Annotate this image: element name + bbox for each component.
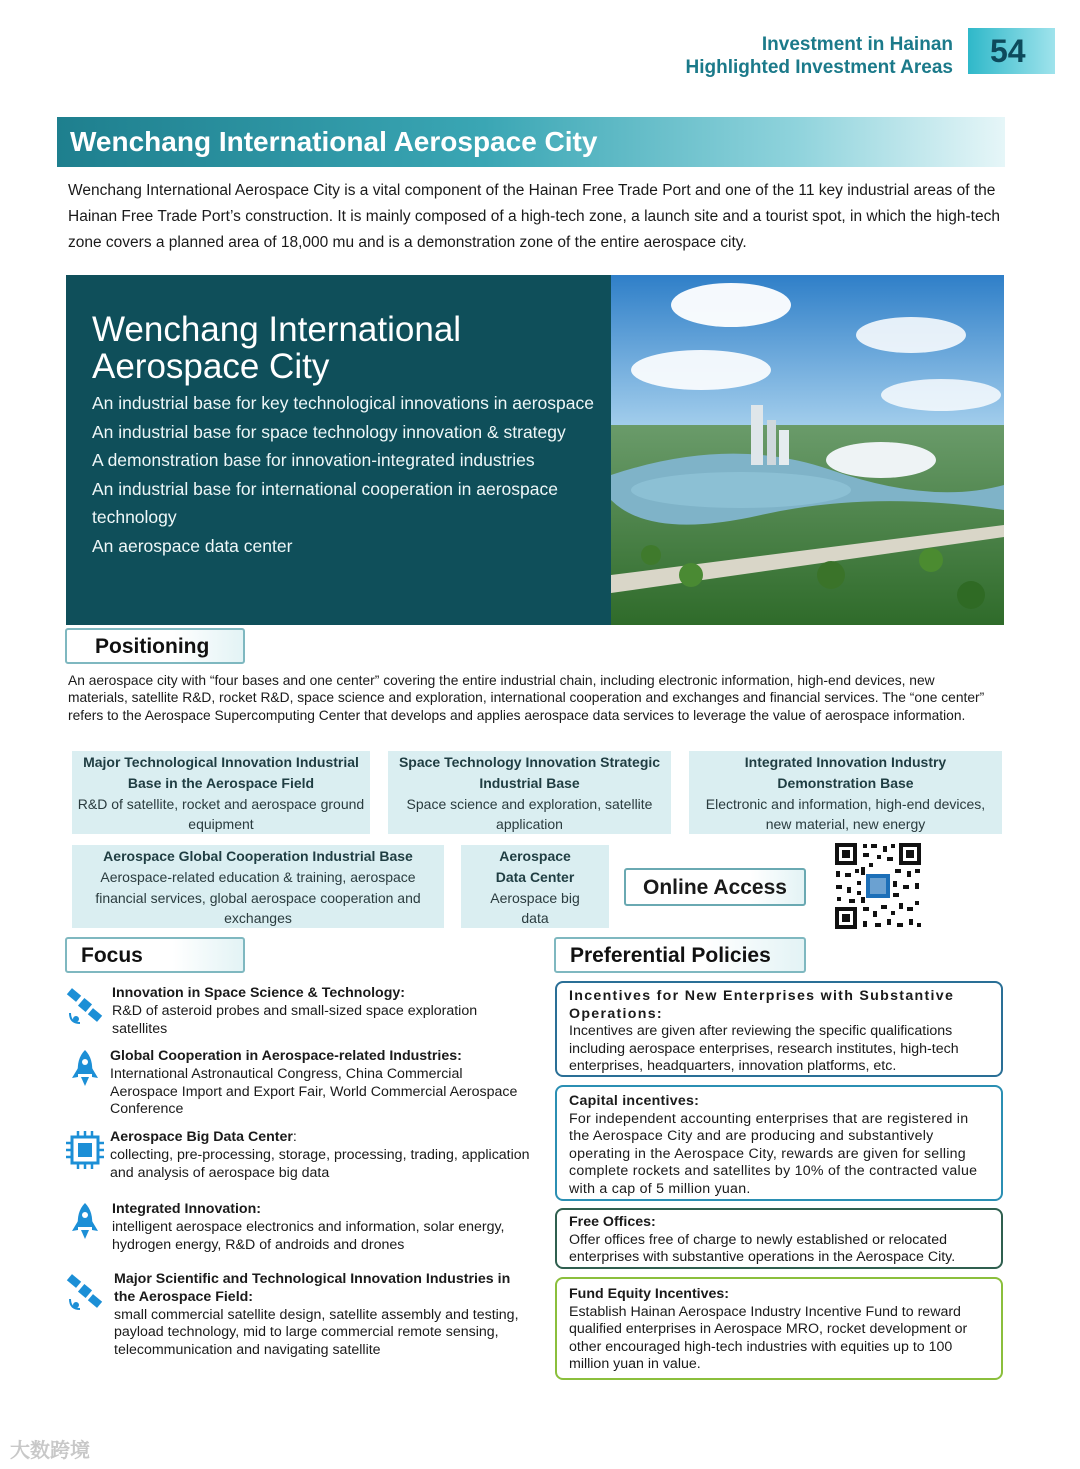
focus-item-title-suffix: : (292, 1129, 297, 1145)
focus-item (64, 1271, 534, 1361)
hero-item: An industrial base for space technology innovation & strategy (92, 421, 566, 442)
policy-title: Fund Equity Incentives: (569, 1286, 730, 1302)
positioning-box-desc: Electronic and information, high-end devices, new material, new energy (705, 795, 986, 833)
positioning-box (461, 845, 609, 928)
focus-item-text: International Astronautical Congress, China Commercial Aerospace Import and Export Fair, World Commercial Aerospace Conference (110, 1065, 518, 1118)
focus-item (64, 1129, 534, 1184)
hero-title-line-2: Aerospace City (92, 347, 330, 386)
positioning-box-title: Integrated Innovation Industry Demonstration Base (744, 754, 947, 791)
policy-title: Incentives for New Enterprises with Substantive Operations: (569, 988, 955, 1022)
qr-code-graphic (833, 841, 923, 931)
hero-panel (66, 275, 612, 625)
focus-item-text: intelligent aerospace electronics and information, solar energy, hydrogen energy, R&D of androids and drones (112, 1218, 505, 1253)
positioning-box-title: Aerospace Global Cooperation Industrial Base (103, 848, 413, 864)
focus-heading: Focus (65, 937, 245, 973)
policy-title: Free Offices: (569, 1214, 656, 1230)
intro-paragraph: Wenchang International Aerospace City is a vital component of the Hainan Free Trade Port and one of the 11 key industrial areas of the Hainan Free Trade Port’s construction. It is mainly composed of a high-tech zone, a launch site and a tourist spot, in which the high-tech zone covers a planned area of 18,000 mu and is a demonstration zone of the entire aerospace city. (68, 182, 1000, 251)
policy-card (555, 1085, 1003, 1201)
positioning-text: An aerospace city with “four bases and one center” covering the entire industrial chain, including electronic information, high-end devices, new materials, satellite R&D, rocket R&D, space science and exploration, international cooperation and exchanges and financial services. The “one center” refers to the Aerospace Supercomputing Center that develops and applies aerospace data services to leverage the value of aerospace information. (68, 673, 985, 723)
policies-heading: Preferential Policies (554, 937, 806, 973)
hero-item: An industrial base for key technological innovations in aerospace (92, 393, 594, 413)
focus-item (64, 1201, 534, 1256)
positioning-box-title: Aerospace Data Center (495, 848, 575, 885)
focus-item (64, 985, 534, 1040)
rocket-icon (64, 1048, 106, 1090)
policy-card (555, 981, 1003, 1077)
hero-list (92, 389, 602, 560)
positioning-box-desc: Aerospace big data (490, 889, 580, 927)
hero-item: A demonstration base for innovation-integrated industries (92, 450, 535, 470)
policy-text: Incentives are given after reviewing the specific qualifications including aerospace enterprises, research institutes, high-tech enterprises, headquarters, innovation platforms, etc. (569, 1023, 959, 1075)
positioning-box (72, 751, 370, 834)
hero-title-line-1: Wenchang International (92, 310, 462, 349)
policy-text: Establish Hainan Aerospace Industry Incentive Fund to reward qualified enterprises in Aerospace MRO, rocket development or other encouraged high-tech industries with equities up to 100 million yuan in value. (569, 1303, 968, 1373)
policy-card (555, 1208, 1003, 1269)
focus-item-title: Global Cooperation in Aerospace-related Industries: (110, 1048, 462, 1064)
positioning-heading: Positioning (65, 628, 245, 664)
positioning-box-desc: R&D of satellite, rocket and aerospace ground equipment (77, 795, 365, 833)
focus-item-title: Aerospace Big Data Center (110, 1129, 293, 1145)
positioning-box-title: Space Technology Innovation Strategic Industrial Base (398, 754, 661, 791)
positioning-box-title: Major Technological Innovation Industrial Base in the Aerospace Field (83, 754, 359, 791)
watermark: 大数跨境 (10, 1440, 90, 1462)
satellite-icon (64, 1271, 106, 1313)
satellite-icon (64, 985, 106, 1027)
online-access-button[interactable]: Online Access (624, 868, 806, 906)
qr-code[interactable] (833, 841, 923, 931)
positioning-box (72, 845, 444, 928)
focus-item-title: Major Scientific and Technological Innovation Industries in the Aerospace Field: (114, 1271, 511, 1305)
policy-card (555, 1277, 1003, 1380)
positioning-box-desc: Space science and exploration, satellite application (406, 795, 653, 833)
positioning-box-desc: Aerospace-related education & training, aerospace financial services, global aerospace cooperation and exchanges (95, 868, 421, 927)
rocket-icon (64, 1201, 106, 1243)
focus-item-text: R&D of asteroid probes and small-sized space exploration satellites (112, 1002, 478, 1037)
policy-text: For independent accounting enterprises that are registered in the Aerospace City and are producing and substantively operating in the Aerospace City, rewards are given for selling complete rockets and satellites by 10% of the contracted value with a cap of 5 million yuan. (569, 1110, 978, 1197)
chip-icon (64, 1129, 106, 1171)
positioning-box (689, 751, 1002, 834)
hero-item: An industrial base for international cooperation in aerospace technology (92, 478, 558, 527)
header-line-2: Highlighted Investment Areas (685, 57, 953, 78)
policy-text: Offer offices free of charge to newly established or relocated enterprises with substantive operations in the Aerospace City. (569, 1231, 956, 1266)
aerospace-city-aerial-image (611, 275, 1004, 625)
aerial-illustration (611, 275, 1004, 625)
page-title: Wenchang International Aerospace City (57, 117, 1005, 167)
focus-item (64, 1048, 534, 1120)
focus-item-title: Integrated Innovation: (112, 1201, 261, 1217)
positioning-box (388, 751, 671, 834)
header-text (686, 33, 953, 79)
hero-title (92, 311, 461, 385)
hero-item: An aerospace data center (92, 535, 293, 556)
header-line-1: Investment in Hainan (761, 34, 953, 55)
focus-item-title: Innovation in Space Science & Technology: (112, 985, 405, 1001)
focus-item-text: small commercial satellite design, satellite assembly and testing, payload technology, mid to large commercial remote sensing, telecommunication and navigating satellite (114, 1306, 519, 1359)
policy-title: Capital incentives: (569, 1093, 700, 1109)
focus-item-text: collecting, pre-processing, storage, processing, trading, application and analysis of aerospace big data (110, 1146, 530, 1181)
page-number: 54 (968, 28, 1055, 74)
